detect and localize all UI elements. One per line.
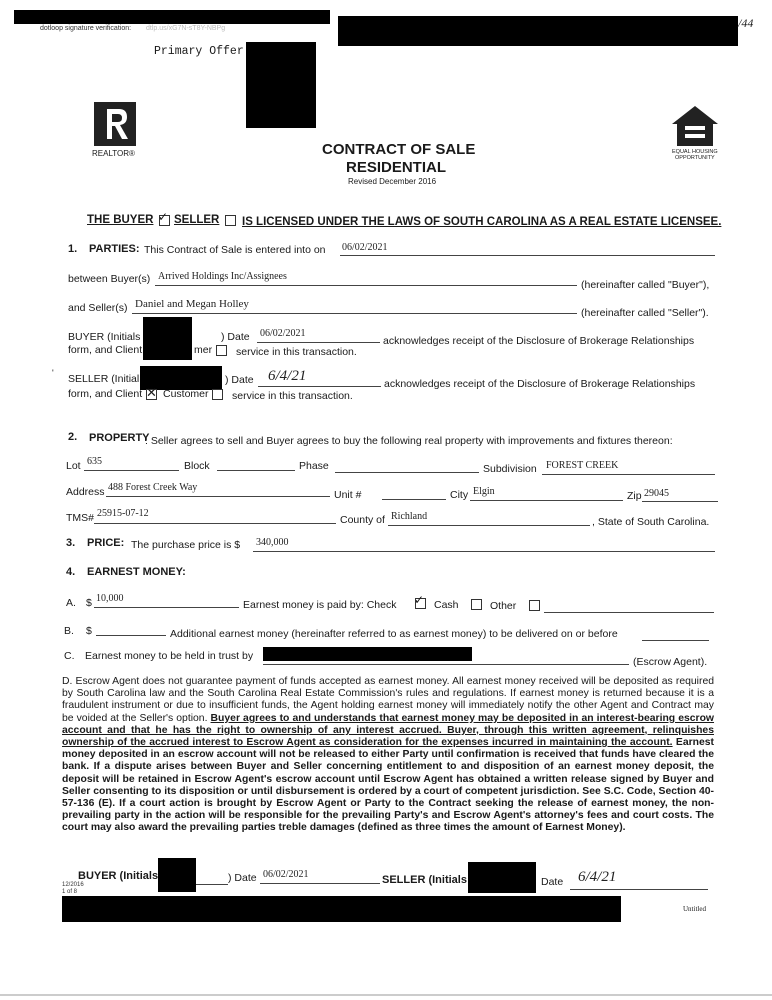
check-icon: ✓ <box>158 210 169 224</box>
earnest-d-part1: D. Escrow Agent does not guarantee payment of funds accepted as earnest money. All earnest money received will be deposited as required by South Carolina law and the South Carolina Real Estate Commission's rules and regulations. If earnest money is returned because it is a fraudulent instrument or due to insufficient funds, the Agent holding earnest money will immediately notify the other Agent and Contract may be voided at the Seller's option. <box>62 676 714 724</box>
earnest-amount[interactable]: 10,000 <box>96 593 124 604</box>
earnest-d-part3: Earnest money deposited in an escrow account will not be released to either Party until confirmation is received that funds have cleared the bank. If a dispute arises between Buyer and Seller concerning entitlement to and disposition of an earnest money deposit, the deposit will be retained in Escrow Agent's escrow account until Escrow Agent has obtained a written release signed by Buyer and Seller consenting to its disposition or until disbursement is ordered by a court of competent jurisdiction. See S.C. Code, Section 40-57-136 (E). If a court action is brought by Escrow Agent or Party to the Contract seeking the release of earnest money, the non-prevailing party in the action will be responsible for the prevailing Party's and Escrow Agent's attorney's fees and court costs. The court may also award the prevailing parties treble damages (defined as three times the amount of Earnest Money). <box>62 737 715 834</box>
subdivision-label: Subdivision <box>483 463 537 475</box>
section-number: 1. <box>68 243 78 255</box>
earnest-b-dollar: $ <box>86 625 92 637</box>
county-value[interactable]: Richland <box>391 511 428 522</box>
margin-mark: ' <box>52 368 54 378</box>
block-line <box>217 470 295 471</box>
footer-buyer-date-line <box>260 883 380 884</box>
county-label: County of <box>340 514 385 526</box>
buyer-suffix: (hereinafter called "Buyer"), <box>581 279 710 291</box>
seller-initials-label: SELLER (Initial <box>68 373 140 385</box>
redaction-bar <box>143 317 192 360</box>
state-text: , State of South Carolina. <box>592 516 710 528</box>
section-number: 2. <box>68 431 78 443</box>
equal-housing-icon <box>668 104 722 148</box>
seller-name[interactable]: Daniel and Megan Holley <box>135 298 249 310</box>
parties-heading: PARTIES: <box>89 243 140 255</box>
seller-ack-text: acknowledges receipt of the Disclosure of Brokerage Relationships <box>384 378 696 390</box>
primary-offer-label: Primary Offer <box>154 45 244 58</box>
city-line <box>470 500 623 501</box>
zip-value[interactable]: 29045 <box>644 488 669 499</box>
price-line <box>253 551 715 552</box>
realtor-r-icon <box>94 102 136 146</box>
price-text: The purchase price is $ <box>131 539 241 551</box>
zip-label: Zip <box>627 490 642 502</box>
county-line <box>388 525 590 526</box>
buyer-ack-date[interactable]: 06/02/2021 <box>260 328 306 339</box>
buyer-ack-date-line <box>257 342 380 343</box>
buyer-initials-label: BUYER (Initials <box>68 331 141 343</box>
seller-form-client: form, and Client <box>68 388 143 400</box>
lot-label: Lot <box>66 460 81 472</box>
equal-housing-label <box>672 149 718 161</box>
buyer-customer-checkbox[interactable] <box>216 345 227 356</box>
tms-value[interactable]: 25915-07-12 <box>97 508 149 519</box>
revised-date: Revised December 2016 <box>348 177 437 186</box>
section-number: 4. <box>66 566 76 578</box>
buyer-ack-text: acknowledges receipt of the Disclosure of Brokerage Relationships <box>383 335 695 347</box>
license-buyer: THE BUYER <box>87 214 154 226</box>
seller-service-text: service in this transaction. <box>232 390 353 402</box>
redaction-bar <box>468 862 536 893</box>
city-label: City <box>450 489 469 501</box>
redaction-bar <box>62 896 621 922</box>
seller-customer-label: Customer <box>163 388 209 400</box>
buyer-name-line <box>155 285 577 286</box>
additional-amount-line <box>96 635 166 636</box>
buyer-name[interactable]: Arrived Holdings Inc/Assignees <box>158 271 287 282</box>
paid-by-text: Earnest money is paid by: Check <box>243 599 397 611</box>
contract-date[interactable]: 06/02/2021 <box>342 242 388 253</box>
corner-scrawl: /44 <box>738 16 754 30</box>
earnest-heading: EARNEST MONEY: <box>87 566 186 578</box>
other-line <box>544 612 714 613</box>
escrow-line <box>263 664 629 665</box>
dotloop-label: dotloop signature verification: <box>40 25 132 32</box>
realtor-logo <box>94 102 136 146</box>
buyer-label: between Buyer(s) <box>68 273 151 285</box>
earnest-d-part2: Buyer agrees to and understands that earnest money may be deposited in an interest-bearing escrow account and that he has the right to ownership of any interest accrued. Buyer, through this written agreement, relinquishes ownership of the accrued interest to Escrow Agent as consideration for the expenses incurred in maintaining the account. <box>62 712 715 749</box>
address-value[interactable]: 488 Forest Creek Way <box>108 482 198 493</box>
unit-label: Unit # <box>334 489 362 501</box>
other-label: Other <box>490 600 517 612</box>
footer-buyer-initials-label: BUYER (Initials <box>78 870 159 882</box>
untitled-label: Untitled <box>683 905 706 913</box>
buyer-customer-tail: mer <box>194 344 213 356</box>
city-value[interactable]: Elgin <box>473 486 495 497</box>
earnest-a-label: A. <box>66 597 76 609</box>
footer-seller-initials-label: SELLER (Initials <box>382 874 467 886</box>
equal-housing-line1: EQUAL HOUSING <box>672 149 718 155</box>
parties-text: This Contract of Sale is entered into on <box>144 244 326 256</box>
phase-label: Phase <box>299 460 329 472</box>
buyer-form-client: form, and Client <box>68 344 143 356</box>
lot-value[interactable]: 635 <box>87 456 102 467</box>
subdivision-value[interactable]: FOREST CREEK <box>546 460 619 471</box>
redaction-bar <box>246 42 316 128</box>
price-value[interactable]: 340,000 <box>256 537 289 548</box>
other-checkbox[interactable] <box>529 600 540 611</box>
seller-customer-checkbox[interactable] <box>212 389 223 400</box>
cash-checkbox[interactable] <box>471 599 482 610</box>
x-mark-icon: ✕ <box>146 385 157 400</box>
seller-ack-date-label: ) Date <box>225 374 254 386</box>
earnest-d-paragraph <box>62 676 714 835</box>
tms-line <box>94 523 336 524</box>
before-date-line <box>642 640 709 641</box>
redaction-bar <box>263 647 472 661</box>
footer-buyer-date-label: ) Date <box>228 872 257 884</box>
unit-line <box>382 499 446 500</box>
page-edge <box>0 994 772 996</box>
redaction-bar <box>158 858 196 892</box>
title-line2: RESIDENTIAL <box>346 159 447 176</box>
block-label: Block <box>184 460 210 472</box>
subdivision-line <box>542 474 715 475</box>
buyer-ack-date-label: ) Date <box>221 331 250 343</box>
footer-buyer-initials-line <box>196 884 228 885</box>
redaction-bar <box>14 10 330 24</box>
footer-seller-date-label: Date <box>541 876 564 888</box>
license-seller: SELLER <box>174 214 220 226</box>
title-line1: CONTRACT OF SALE <box>322 141 476 158</box>
footer-seller-date[interactable]: 6/4/21 <box>578 869 617 885</box>
seller-ack-date[interactable]: 6/4/21 <box>268 368 307 384</box>
equal-housing-logo <box>668 104 722 148</box>
form-code: 12/2016 <box>62 882 84 888</box>
license-text: IS LICENSED UNDER THE LAWS OF SOUTH CAROLINA AS A REAL ESTATE LICENSEE. <box>242 216 722 228</box>
phase-line <box>335 472 479 473</box>
redaction-bar <box>338 16 738 46</box>
address-line <box>106 496 330 497</box>
earnest-c-label: C. <box>64 650 75 662</box>
seller-name-line <box>132 313 577 314</box>
earnest-a-dollar: $ <box>86 597 92 609</box>
equal-housing-line2: OPPORTUNITY <box>675 155 715 161</box>
footer-seller-date-line <box>570 889 708 890</box>
lot-line <box>84 470 179 471</box>
property-text: : Seller agrees to sell and Buyer agrees to buy the following real property with improvements and fixtures thereon: <box>145 435 673 447</box>
address-label: Address <box>66 486 105 498</box>
tms-label: TMS# <box>66 512 95 524</box>
section-number: 3. <box>66 537 76 549</box>
zip-line <box>642 501 718 502</box>
price-heading: PRICE: <box>87 537 125 549</box>
license-seller-checkbox[interactable] <box>225 215 236 226</box>
seller-label: and Seller(s) <box>68 302 128 314</box>
escrow-suffix: (Escrow Agent). <box>633 656 708 668</box>
buyer-service-text: service in this transaction. <box>236 346 357 358</box>
page-number: 1 of 8 <box>62 889 78 895</box>
seller-ack-date-line <box>258 386 381 387</box>
realtor-label: REALTOR® <box>92 149 135 158</box>
footer-buyer-date[interactable]: 06/02/2021 <box>263 869 309 880</box>
earnest-c-text: Earnest money to be held in trust by <box>85 650 254 662</box>
check-icon: ✓ <box>414 593 425 607</box>
dotloop-code[interactable]: dtlp.us/xG7N-sT8Y-NBPg <box>146 25 226 32</box>
earnest-b-text: Additional earnest money (hereinafter referred to as earnest money) to be delivered on or before <box>170 628 618 640</box>
earnest-b-label: B. <box>64 625 74 637</box>
cash-label: Cash <box>434 599 459 611</box>
seller-suffix: (hereinafter called "Seller"). <box>581 307 709 319</box>
property-heading: PROPERTY <box>89 432 150 444</box>
earnest-amount-line <box>94 607 239 608</box>
contract-date-line <box>340 255 715 256</box>
